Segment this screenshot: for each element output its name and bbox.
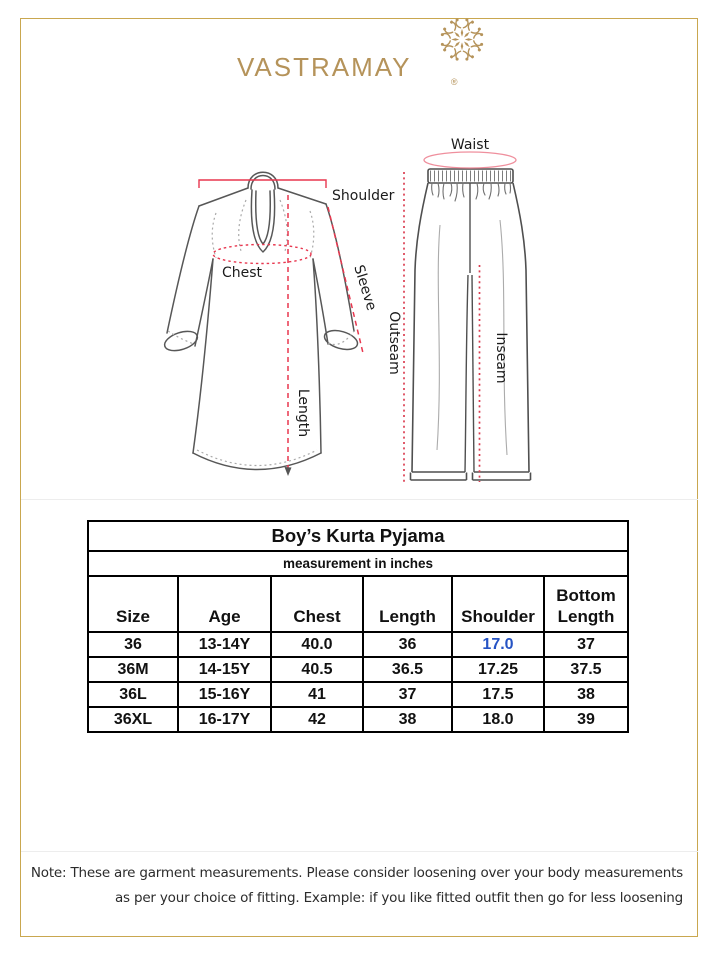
floral-rosette-icon [438, 16, 486, 63]
waist-label: Waist [450, 137, 490, 153]
table-cell: 36L [89, 683, 179, 706]
table-cell: 38 [577, 685, 595, 703]
outseam-label: Outseam [386, 311, 402, 375]
pyjama-gathers [432, 183, 511, 201]
registered-trademark: ® [450, 77, 458, 87]
table-cell-highlighted: 17.0 [453, 633, 545, 656]
column-header-age: Age [179, 577, 272, 631]
table-cell: 40.0 [272, 633, 364, 656]
table-row [89, 633, 627, 658]
table-cell: 37 [364, 683, 453, 706]
table-cell: 36.5 [364, 658, 453, 681]
table-cell: 37.5 [570, 660, 602, 678]
column-header-shoulder: Shoulder [453, 577, 545, 631]
table-row [89, 683, 627, 708]
table-cell: 39 [577, 710, 595, 728]
shoulder-label: Shoulder [332, 188, 395, 204]
table-subtitle: measurement in inches [89, 552, 627, 577]
table-row [89, 708, 627, 731]
measurement-diagram [60, 125, 660, 515]
column-header-chest: Chest [272, 577, 364, 631]
table-cell: 13-14Y [179, 633, 272, 656]
table-cell: 17.5 [453, 683, 545, 706]
table-cell: 16-17Y [179, 708, 272, 731]
table-cell: 38 [364, 708, 453, 731]
table-row [89, 658, 627, 683]
column-header-size: Size [89, 577, 179, 631]
inseam-label: Inseam [493, 332, 509, 384]
table-cell: 36 [89, 633, 179, 656]
sleeve-label: Sleeve [350, 263, 380, 313]
note-line-1: Note: These are garment measurements. Please consider loosening over your body measurements [30, 865, 683, 881]
table-cell: 17.25 [453, 658, 545, 681]
table-header-row [89, 577, 627, 633]
table-cell: 14-15Y [179, 658, 272, 681]
length-arrowhead [285, 467, 292, 476]
table-cell: 40.5 [272, 658, 364, 681]
table-cell: 41 [272, 683, 364, 706]
chest-label: Chest [221, 265, 263, 281]
length-label: Length [295, 388, 311, 438]
table-cell: 18.0 [453, 708, 545, 731]
table-cell: 36 [364, 633, 453, 656]
table-cell: 42 [272, 708, 364, 731]
column-header-length: Length [364, 577, 453, 631]
brand-logo [237, 52, 458, 87]
size-table [87, 520, 629, 733]
brand-name: VASTRAMAY [237, 52, 412, 82]
table-cell: 37 [577, 635, 595, 653]
table-cell: 36M [89, 658, 179, 681]
pyjama-measure-lines [404, 152, 516, 484]
table-cell: 36XL [89, 708, 179, 731]
kurta-measure-lines [199, 180, 363, 474]
pyjama-outline [411, 169, 531, 480]
table-cell: 15-16Y [179, 683, 272, 706]
table-title: Boy’s Kurta Pyjama [89, 522, 627, 552]
note-text [30, 861, 683, 911]
note-line-2: as per your choice of fitting. Example: if you like fitted outfit then go for less loosening [114, 890, 683, 906]
section-divider [21, 851, 698, 852]
column-header-bottom-length: Bottom Length [556, 585, 616, 626]
